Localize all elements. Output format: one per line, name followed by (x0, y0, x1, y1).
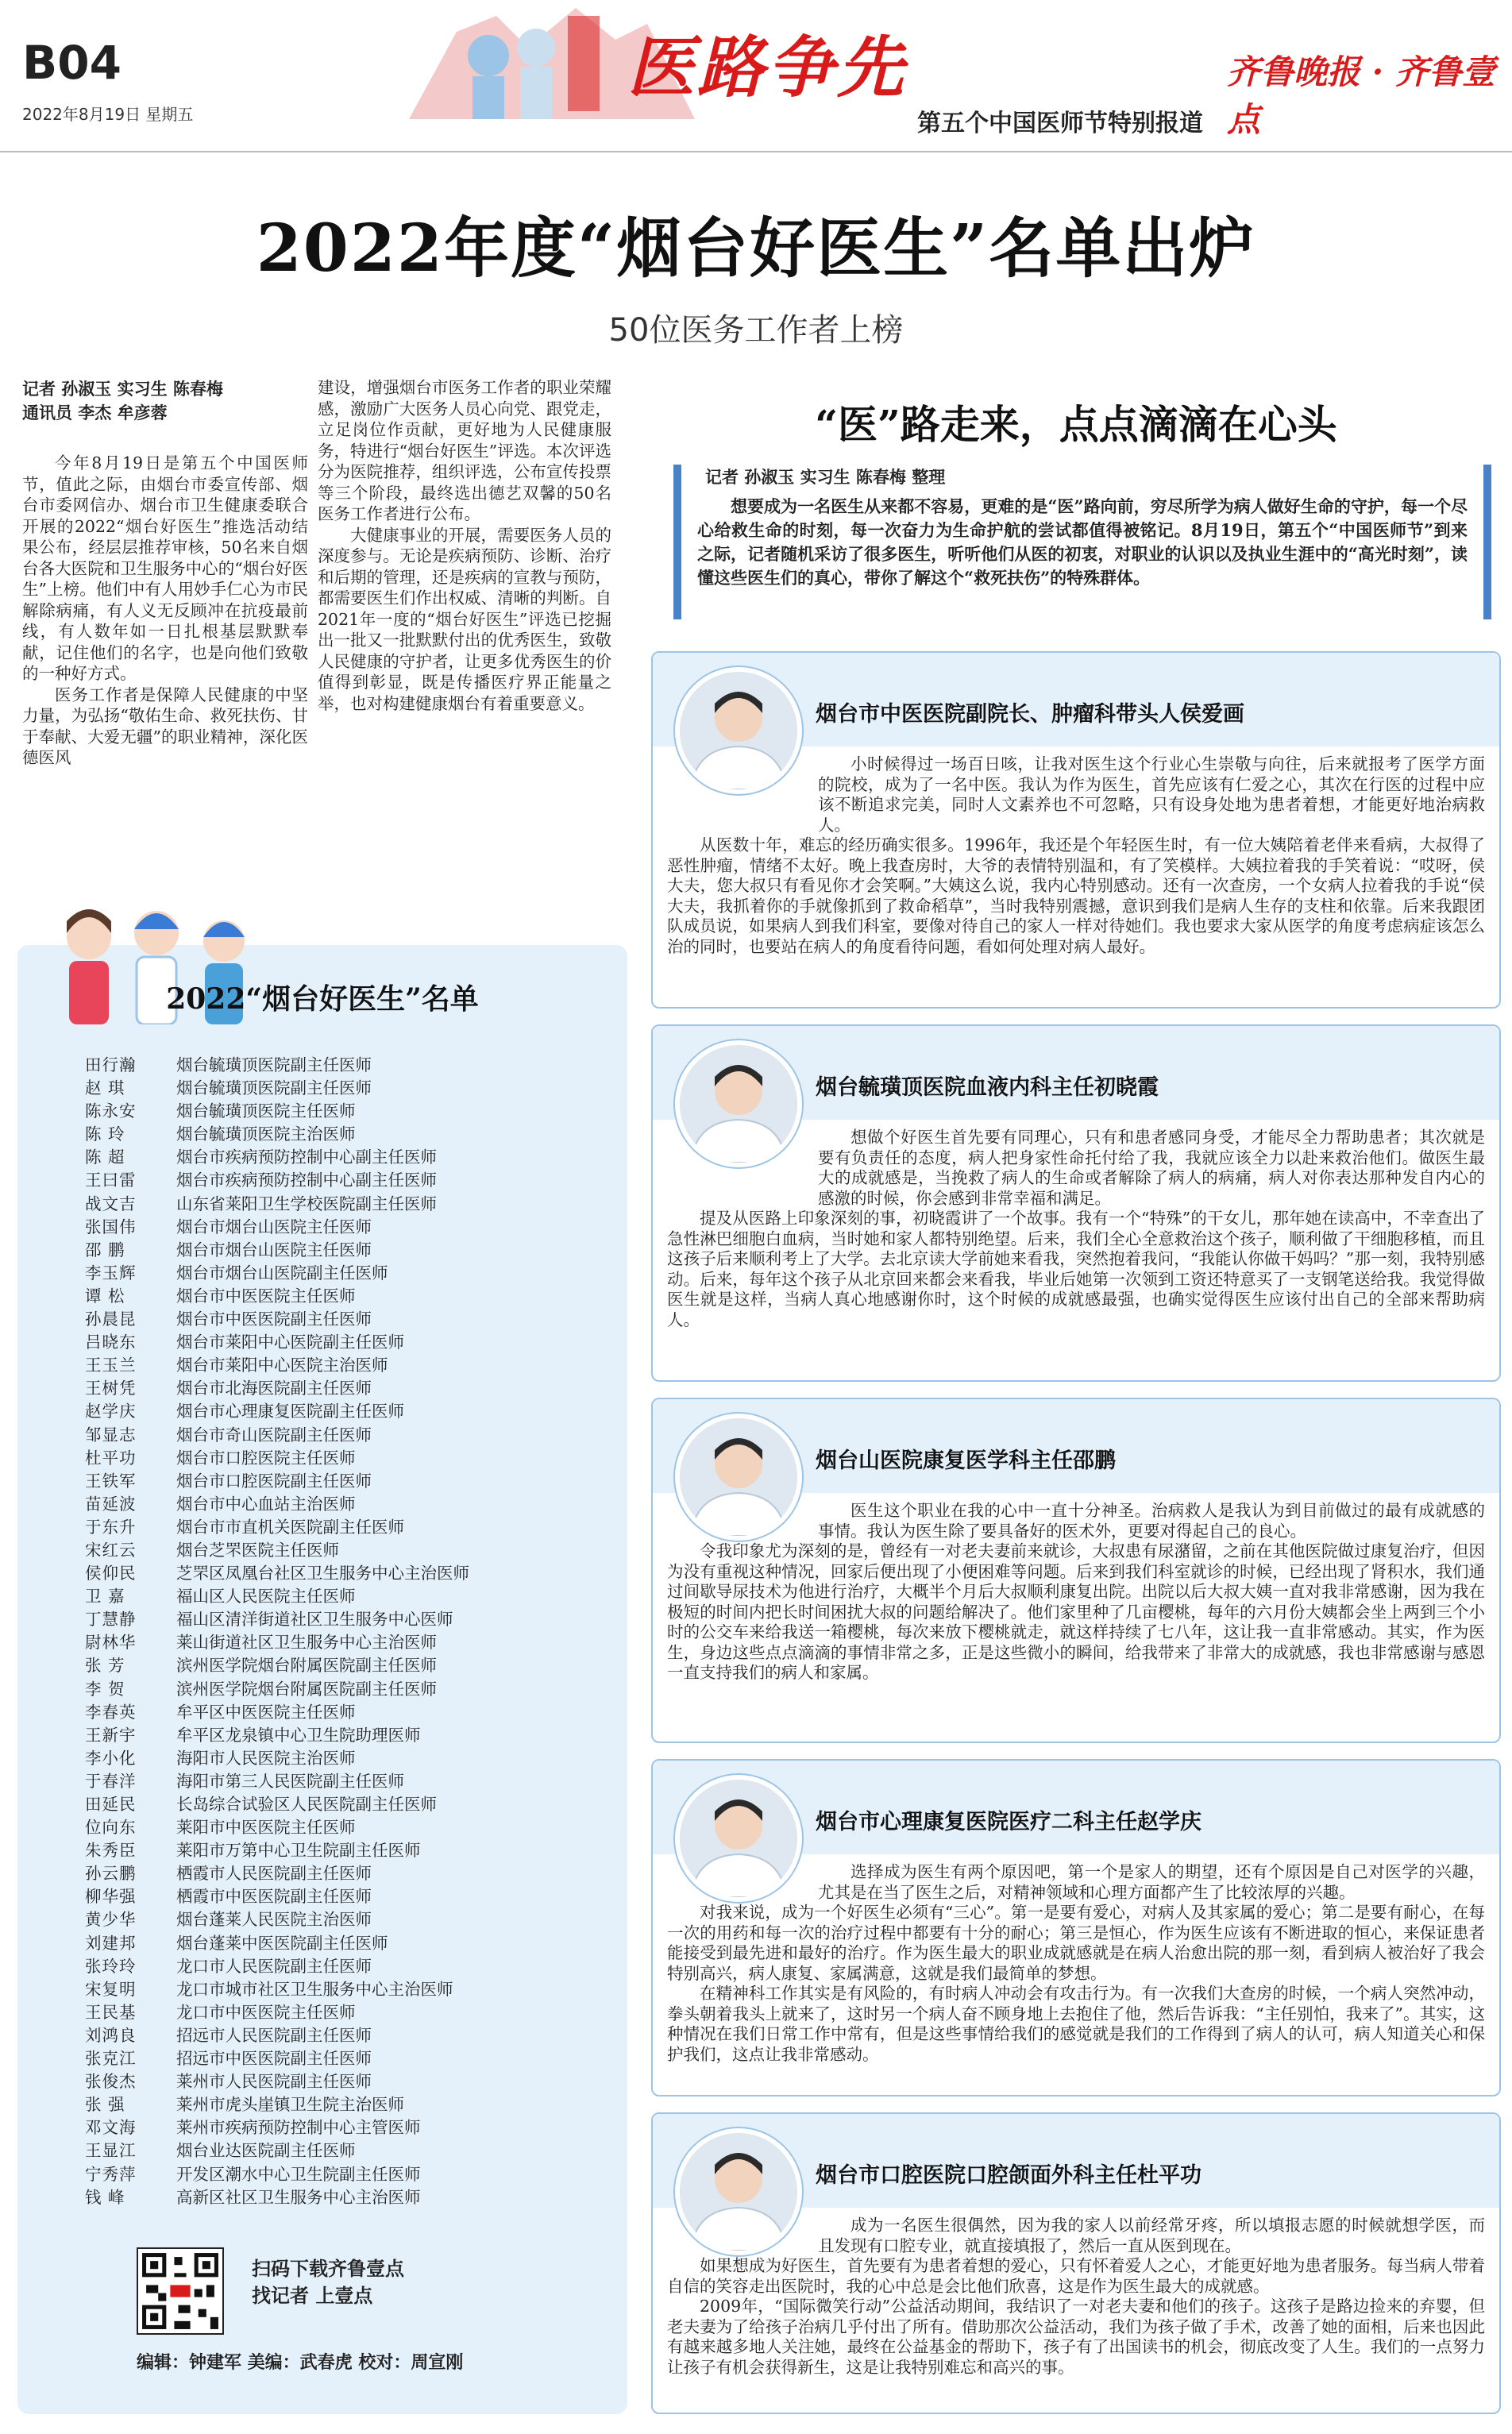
doctor-title: 烟台市口腔医院副主任医师 (176, 1471, 372, 1491)
doctor-list-item (17, 1308, 627, 1331)
doctor-list-title: 2022“烟台好医生”名单 (166, 982, 479, 1016)
doctor-list-panel (17, 945, 627, 2414)
doctor-name: 张 强 (85, 2095, 125, 2115)
doctor-name: 张克江 (85, 2049, 137, 2069)
card-body (667, 2216, 1485, 2378)
doctor-list-item (17, 1862, 627, 1885)
card-paragraph: 小时候得过一场百日咳，让我对医生这个行业心生崇敬与向往，后来就报考了医学方面的院校，成为了一名中医。我认为作为医生，首先应该有仁爱之心，其次在行医的过程中应该不断追求完美，同时人文素养也不可忽略，只有设身处地为患者着想，才能更好地治病救人。 (818, 754, 1485, 835)
doctor-title: 烟台市疾病预防控制中心副主任医师 (176, 1171, 437, 1190)
doctor-name: 李小化 (85, 1748, 137, 1768)
article-paragraph: 医务工作者是保障人民健康的中坚力量，为弘扬“敬佑生命、救死扶伤、甘于奉献、大爱无疆”的职业精神，深化医德医风 (22, 685, 308, 767)
article-column-2 (318, 377, 611, 714)
card-title: 烟台毓璜顶医院血液内科主任初晓霞 (816, 1075, 1159, 1100)
article-column-1 (22, 453, 308, 769)
doctor-name: 于春洋 (85, 1771, 137, 1791)
card-paragraph: 令我印象尤为深刻的是，曾经有一对老夫妻前来就诊，大叔患有尿潴留，之前在其他医院做过康复治疗，但因为没有重视这种情况，回家后便出现了小便困难等问题。后来到我们科室就诊的时候，已经出现了肾积水，我们通过间歇导尿技术为他进行治疗，大概半个月后大叔顺利康复出院。出院以后大叔大姨一直对我非常感谢，因为我在极短的时间内把长时间困扰大叔的问题给解决了。他们家里种了几亩樱桃，每年的六月份大姨都会坐上两到三个小时的公交车来给我送一箱樱桃，每次来放下樱桃就走，就这样持续了七八年，这让我一直非常感动。其实，作为医生，身边这些点点滴滴的事情非常之多，正是这些微小的瞬间，给我带来了非常大的成就感，我也非常感谢与感恩一直支持我们的病人和家属。 (667, 1541, 1485, 1682)
doctor-list-item (17, 1239, 627, 1262)
doctor-list-item (17, 1077, 627, 1100)
doctor-name: 吕晓东 (85, 1333, 137, 1352)
doctor-name: 朱秀臣 (85, 1841, 137, 1861)
doctor-title: 海阳市第三人民医院副主任医师 (176, 1771, 404, 1791)
doctor-list-item (17, 1285, 627, 1308)
doctor-title: 烟台市北海医院副主任医师 (176, 1379, 372, 1398)
doctor-name: 卫 嘉 (85, 1587, 125, 1607)
feature-byline: 记者 孙淑玉 实习生 陈春梅 整理 (705, 468, 946, 487)
doctor-list-item (17, 1516, 627, 1539)
doctor-list-item (17, 1146, 627, 1169)
doctor-name: 田延民 (85, 1795, 137, 1814)
doctor-list-item (17, 1216, 627, 1239)
article-paragraph: 今年8月19日是第五个中国医师节，值此之际，由烟台市委宣传部、烟台市委网信办、烟台市卫生健康委联合开展的2022“烟台好医生”推选活动结果公布，经层层推荐审核，50名来自烟台各大医院和卫生服务中心的“烟台好医生”上榜。他们中有人用妙手仁心为市民解除病痛，有人义无反顾冲在抗疫最前线，有人数年如一日扎根基层默默奉献，记住他们的名字，也是向他们致敬的一种好方式。 (22, 453, 308, 683)
subheadline: 50位医务工作者上榜 (608, 312, 904, 349)
doctor-name: 李 贺 (85, 1679, 125, 1699)
doctor-name: 王树凭 (85, 1379, 137, 1398)
doctor-list-item (17, 2116, 627, 2139)
doctor-title: 烟台蓬莱人民医院主治医师 (176, 1910, 372, 1930)
doctor-title: 烟台蓬莱中医医院副主任医师 (176, 1933, 388, 1953)
doctor-title: 莱山街道社区卫生服务中心主治医师 (176, 1633, 437, 1653)
doctor-name: 张国伟 (85, 1217, 137, 1236)
doctor-title: 烟台市心理康复医院副主任医师 (176, 1402, 404, 1421)
doctor-list-item (17, 1631, 627, 1654)
doctor-list-item (17, 1400, 627, 1423)
doctor-list-item (17, 1678, 627, 1701)
doctor-name: 王民基 (85, 2002, 137, 2022)
doctor-list-item (17, 1169, 627, 1192)
doctor-list-item (17, 2139, 627, 2162)
doctor-list-item (17, 1447, 627, 1470)
doctor-title: 招远市中医医院副主任医师 (176, 2049, 372, 2069)
doctor-list-item (17, 2186, 627, 2209)
page-number: B04 (22, 36, 122, 90)
editor-credits: 编辑：钟建军 美编：武春虎 校对：周宣刚 (137, 2353, 464, 2373)
doctor-card (651, 1398, 1501, 1743)
doctor-list-item (17, 2001, 627, 2024)
doctor-name: 刘鸿良 (85, 2025, 137, 2045)
doctor-list-item (17, 2047, 627, 2070)
doctor-title: 烟台业达医院副主任医师 (176, 2141, 356, 2161)
doctor-name: 王显江 (85, 2141, 137, 2161)
doctor-card (651, 1024, 1501, 1382)
masthead-divider (0, 151, 1512, 152)
doctor-list-item (17, 1054, 627, 1077)
doctor-title: 龙口市城市社区卫生服务中心主治医师 (176, 1979, 453, 1999)
page-date: 2022年8月19日 星期五 (22, 105, 194, 124)
doctor-name: 杜平功 (85, 1448, 137, 1468)
doctor-list-item (17, 1793, 627, 1816)
doctor-title: 烟台市烟台山医院主任医师 (176, 1240, 372, 1259)
doctor-title: 福山区人民医院主任医师 (176, 1587, 356, 1607)
doctor-title: 牟平区中医医院主任医师 (176, 1702, 356, 1722)
doctor-name: 钱 峰 (85, 2187, 125, 2207)
doctor-list-item (17, 1608, 627, 1631)
doctor-list-item (17, 2070, 627, 2093)
doctor-list-item (17, 1470, 627, 1493)
card-paragraph: 如果想成为好医生，首先要有为患者着想的爱心，只有怀着爱人之心，才能更好地为患者服务。每当病人带着自信的笑容走出医院时，我的心中总是会比他们欣喜，这是作为医生最大的成就感。 (667, 2256, 1485, 2296)
doctor-card (651, 2112, 1501, 2414)
doctor-name: 邵 鹏 (85, 1240, 125, 1259)
doctor-list-item (17, 1493, 627, 1516)
doctor-list-item (17, 1955, 627, 1978)
card-body (667, 1862, 1485, 2065)
doctor-title: 烟台市疾病预防控制中心副主任医师 (176, 1148, 437, 1167)
article-byline (22, 377, 308, 425)
doctor-list-item (17, 1123, 627, 1146)
card-title: 烟台市口腔医院口腔颌面外科主任杜平功 (816, 2163, 1202, 2188)
doctor-title: 莱州市疾病预防控制中心主管医师 (176, 2118, 421, 2138)
doctor-name: 宋红云 (85, 1540, 137, 1560)
doctor-title: 烟台市中医医院副主任医师 (176, 1310, 372, 1329)
doctor-name: 刘建邦 (85, 1933, 137, 1953)
qr-code[interactable] (137, 2247, 224, 2335)
doctor-card (651, 651, 1501, 1009)
doctor-name: 陈 玲 (85, 1124, 125, 1144)
qr-caption-line1: 扫码下载齐鲁壹点 (252, 2258, 404, 2280)
doctor-name: 王新宇 (85, 1725, 137, 1745)
card-paragraph: 提及从医路上印象深刻的事，初晓霞讲了一个故事。我有一个“特殊”的干女儿，那年她在读高中，不幸查出了急性淋巴细胞白血病，当时她和家人都特别绝望。后来，我们全心全意救治这个孩子，顺利做了干细胞移植，而且这孩子后来顺利考上了大学。去北京读大学前她来看我，突然抱着我问，“我能认你做干妈吗？”那一刻，我特别感动。后来，每年这个孩子从北京回来都会来看我，毕业后她第一次领到工资还特意买了一支钢笔送给我。我觉得做医生就是这样，当病人真心地感谢你时，这个时候的成就感最强，也确实觉得医生应该付出自己的全部来帮助病人。 (667, 1209, 1485, 1329)
doctor-name: 黄少华 (85, 1910, 137, 1930)
card-paragraph: 从医数十年，难忘的经历确实很多。1996年，我还是个年轻医生时，有一位大姨陪着老伴来看病，大叔得了恶性肿瘤，情绪不太好。晚上我查房时，大爷的表情特别温和，有了笑模样。大姨拉着我的手笑着说：“哎呀，侯大夫，您大叔只有看见你才会笑啊。”大姨这么说，我内心特别感动。还有一次查房，一个女病人拉着我的手说“侯大夫，我抓着你的手就像抓到了救命稻草”，当时我特别震撼，意识到我们是病人生存的支柱和依靠。后来我跟团队成员说，如果病人到我们科室，要像对待自己的家人一样对待她们。我也要求大家从医学的角度考虑病症该怎么治的同时，也要站在病人的角度看待问题，看如何处理对病人最好。 (667, 835, 1485, 956)
doctor-list-item (17, 1701, 627, 1724)
doctor-title: 滨州医学院烟台附属医院副主任医师 (176, 1656, 437, 1676)
doctor-name: 田行瀚 (85, 1055, 137, 1074)
doctor-title: 莱阳市万第中心卫生院副主任医师 (176, 1841, 421, 1861)
doctor-title: 烟台市莱阳中心医院副主任医师 (176, 1333, 404, 1352)
doctor-list-item (17, 1839, 627, 1862)
doctor-list-item (17, 1816, 627, 1839)
doctor-name: 宋复明 (85, 1979, 137, 1999)
qr-code-icon (138, 2249, 222, 2333)
card-title: 烟台市心理康复医院医疗二科主任赵学庆 (816, 1810, 1202, 1834)
doctor-title: 福山区清洋街道社区卫生服务中心医师 (176, 1610, 453, 1630)
doctor-name: 谭 松 (85, 1286, 125, 1306)
doctor-title: 招远市人民医院副主任医师 (176, 2025, 372, 2045)
doctor-list-item (17, 1331, 627, 1354)
doctor-list-item (17, 1354, 627, 1377)
doctor-title: 烟台毓璜顶医院副主任医师 (176, 1078, 372, 1098)
doctor-name: 王曰雷 (85, 1171, 137, 1190)
doctor-name: 李玉辉 (85, 1263, 137, 1283)
doctor-name: 孙云鹏 (85, 1864, 137, 1884)
doctor-title: 栖霞市人民医院副主任医师 (176, 1864, 372, 1884)
doctor-list-item (17, 1585, 627, 1608)
doctor-title: 烟台毓璜顶医院主治医师 (176, 1124, 356, 1144)
feature-intro (673, 465, 1491, 619)
doctor-list-item (17, 1262, 627, 1285)
doctor-name: 王玉兰 (85, 1356, 137, 1375)
doctor-name: 赵学庆 (85, 1402, 137, 1421)
doctor-list-item (17, 1100, 627, 1123)
card-paragraph: 2009年，“国际微笑行动”公益活动期间，我结识了一对老夫妻和他们的孩子。这孩子是路边捡来的弃婴，但老夫妻为了给孩子治病几乎付出了所有。借助那次公益活动，我们为孩子做了手术，改善了她的面相，后来也因此有越来越多地人关注她，最终在公益基金的帮助下，孩子有了出国读书的机会，彻底改变了人生。我们的一点努力让孩子有机会获得新生，这是让我特别难忘和高兴的事。 (667, 2297, 1485, 2377)
doctor-list-item (17, 1193, 627, 1216)
article-paragraph: 大健康事业的开展，需要医务人员的深度参与。无论是疾病预防、诊断、治疗和后期的管理，还是疾病的宣教与预防，都需要医生们作出权威、清晰的判断。自2021年一度的“烟台好医生”评选已挖掘出一批又一批默默付出的优秀医生，致敬人民健康的守护者，让更多优秀医生的价值得到彰显，既是传播医疗界正能量之举，也对构建健康烟台有着重要意义。 (318, 525, 611, 713)
banner-title: 医路争先 (627, 28, 908, 106)
banner-subtitle: 第五个中国医师节特别报道 (917, 110, 1203, 137)
doctor-title: 莱阳市中医医院主任医师 (176, 1818, 356, 1838)
qr-caption (252, 2255, 404, 2309)
card-paragraph: 在精神科工作其实是有风险的，有时病人冲动会有攻击行为。有一次我们大查房的时候，一个病人突然冲动，拳头朝着我头上就来了，这时另一个病人奋不顾身地上去抱住了他，然后告诉我：“主任别怕，我来了”。其实，这种情况在我们日常工作中常有，但是这些事情给我们的感觉就是我们的工作得到了病人的认可，病人知道关心和保护我们，这点让我非常感动。 (667, 1984, 1485, 2064)
doctor-name: 柳华强 (85, 1887, 137, 1907)
doctor-name: 丁慧静 (85, 1610, 137, 1630)
doctor-title: 烟台市市直机关医院副主任医师 (176, 1517, 404, 1537)
doctor-name: 邓文海 (85, 2118, 137, 2138)
doctor-list-item (17, 2163, 627, 2186)
doctor-name: 王铁军 (85, 1471, 137, 1491)
doctor-list-item (17, 2093, 627, 2116)
doctor-title: 开发区潮水中心卫生院副主任医师 (176, 2164, 421, 2184)
byline-correspondents: 通讯员 李杰 牟彦蓉 (22, 403, 168, 422)
doctor-title: 牟平区龙泉镇中心卫生院助理医师 (176, 1725, 421, 1745)
card-title: 烟台市中医医院副院长、肿瘤科带头人侯爱画 (816, 702, 1244, 727)
doctor-title: 芝罘区凤凰台社区卫生服务中心主治医师 (176, 1564, 469, 1583)
card-body (667, 754, 1485, 957)
doctor-title: 烟台市奇山医院副主任医师 (176, 1425, 372, 1445)
doctor-name: 侯仰民 (85, 1564, 137, 1583)
article-paragraph: 建设，增强烟台市医务工作者的职业荣耀感，激励广大医务人员心向党、跟党走，立足岗位作贡献，更好地为人民健康服务，特进行“烟台好医生”评选。本次评选分为医院推荐，组织评选，公布宣传投票等三个阶段，最终选出德艺双馨的50名医务工作者进行公布。 (318, 378, 611, 523)
doctor-title: 烟台市莱阳中心医院主治医师 (176, 1356, 388, 1375)
doctor-title: 龙口市人民医院副主任医师 (176, 1956, 372, 1976)
masthead (0, 0, 1512, 151)
doctor-title: 烟台毓璜顶医院副主任医师 (176, 1055, 372, 1074)
doctor-name: 陈永安 (85, 1101, 137, 1121)
doctor-title: 龙口市中医医院主任医师 (176, 2002, 356, 2022)
card-paragraph: 对我来说，成为一个好医生必须有“三心”。第一是要有爱心，对病人及其家属的爱心；第二是要有耐心，在每一次的用药和每一次的治疗过程中都要有十分的耐心；第三是恒心，作为医生应该有不断进取的恒心，来保证患者能接受到最先进和最好的治疗。作为医生最大的职业成就感就是在病人治愈出院的那一刻，看到病人被治好了我会特别高兴，病人康复、家属满意，这就是我们最简单的梦想。 (667, 1903, 1485, 1983)
doctor-name: 赵 琪 (85, 1078, 125, 1098)
doctor-name: 宁秀萍 (85, 2164, 137, 2184)
card-paragraph: 医生这个职业在我的心中一直十分神圣。治病救人是我认为到目前做过的最有成就感的事情。我认为医生除了要具备好的医术外，更要对得起自己的良心。 (818, 1501, 1485, 1541)
doctor-list-item (17, 1424, 627, 1447)
doctor-card (651, 1759, 1501, 2096)
doctor-title: 烟台市烟台山医院副主任医师 (176, 1263, 388, 1283)
doctor-name: 张 芳 (85, 1656, 125, 1676)
doctor-title: 高新区社区卫生服务中心主治医师 (176, 2187, 421, 2207)
feature-title: “医”路走来，点点滴滴在心头 (815, 401, 1337, 448)
doctor-title: 山东省莱阳卫生学校医院副主任医师 (176, 1194, 437, 1213)
doctor-title: 烟台市中心血站主治医师 (176, 1494, 356, 1514)
doctor-name: 李春英 (85, 1702, 137, 1722)
doctor-list-item (17, 1539, 627, 1562)
doctor-name: 战文吉 (85, 1194, 137, 1213)
brand-logo: 齐鲁晚报 · 齐鲁壹点 (1227, 52, 1495, 139)
doctor-name: 尉林华 (85, 1633, 137, 1653)
doctor-list-item (17, 1885, 627, 1908)
doctor-name: 张玲玲 (85, 1956, 137, 1976)
doctor-title: 烟台毓璜顶医院主任医师 (176, 1101, 356, 1121)
doctor-list-item (17, 1377, 627, 1400)
doctor-list-item (17, 1747, 627, 1770)
doctor-name: 孙晨昆 (85, 1310, 137, 1329)
card-paragraph: 想做个好医生首先要有同理心，只有和患者感同身受，才能尽全力帮助患者；其次就是要有负责任的态度，病人把身家性命托付给了我，我就应该全力以赴来救治他们。做医生最大的成就感是，当挽救了病人的生命或者解除了病人的病痛，病人对你表达那种发自内心的感激的时候，你会感到非常幸福和满足。 (818, 1128, 1485, 1208)
doctor-list-item (17, 1724, 627, 1747)
card-title: 烟台山医院康复医学科主任邵鹏 (816, 1448, 1116, 1473)
doctor-title: 烟台市烟台山医院主任医师 (176, 1217, 372, 1236)
doctor-list-item (17, 1654, 627, 1677)
doctor-list (17, 1054, 627, 2209)
qr-caption-line2: 找记者 上壹点 (252, 2285, 373, 2307)
doctor-name: 苗延波 (85, 1494, 137, 1514)
headline: 2022年度“烟台好医生”名单出炉 (256, 210, 1256, 287)
doctor-title: 长岛综合试验区人民医院副主任医师 (176, 1795, 437, 1814)
doctor-list-item (17, 2024, 627, 2047)
doctor-name: 于东升 (85, 1517, 137, 1537)
card-paragraph: 成为一名医生很偶然，因为我的家人以前经常牙疼，所以填报志愿的时候就想学医，而且发现有口腔专业，就直接填报了，然后一直从医到现在。 (818, 2216, 1485, 2255)
doctor-name: 位向东 (85, 1818, 137, 1838)
card-paragraph: 选择成为医生有两个原因吧，第一个是家人的期望，还有个原因是自己对医学的兴趣，尤其是在当了医生之后，对精神领域和心理方面都产生了比较浓厚的兴趣。 (818, 1862, 1485, 1902)
doctor-title: 烟台市口腔医院主任医师 (176, 1448, 356, 1468)
doctor-list-item (17, 1932, 627, 1955)
doctor-title: 烟台芝罘医院主任医师 (176, 1540, 339, 1560)
doctor-list-item (17, 1562, 627, 1585)
doctor-title: 滨州医学院烟台附属医院副主任医师 (176, 1679, 437, 1699)
doctor-title: 莱州市虎头崖镇卫生院主治医师 (176, 2095, 404, 2115)
byline-reporters: 记者 孙淑玉 实习生 陈春梅 (22, 380, 223, 399)
doctor-title: 海阳市人民医院主治医师 (176, 1748, 356, 1768)
doctor-list-item (17, 1978, 627, 2001)
doctor-title: 栖霞市中医医院副主任医师 (176, 1887, 372, 1907)
card-body (667, 1501, 1485, 1684)
feature-intro-text: 想要成为一名医生从来都不容易，更难的是“医”路向前，穷尽所学为病人做好生命的守护，每一个尽心给救生命的时刻，每一次奋力为生命护航的尝试都值得被铭记。8月19日，第五个“中国医师节”到来之际，记者随机采访了很多医生，听听他们从医的初衷，对职业的认识以及执业生涯中的“高光时刻”，读懂这些医生们的真心，带你了解这个“救死扶伤”的特殊群体。 (697, 496, 1468, 588)
doctor-name: 邹显志 (85, 1425, 137, 1445)
doctor-name: 张俊杰 (85, 2072, 137, 2092)
doctor-name: 陈 超 (85, 1148, 125, 1167)
doctor-title: 烟台市中医医院主任医师 (176, 1286, 356, 1306)
doctor-title: 莱州市人民医院副主任医师 (176, 2072, 372, 2092)
doctor-list-item (17, 1770, 627, 1793)
doctor-list-item (17, 1908, 627, 1931)
card-body (667, 1128, 1485, 1330)
